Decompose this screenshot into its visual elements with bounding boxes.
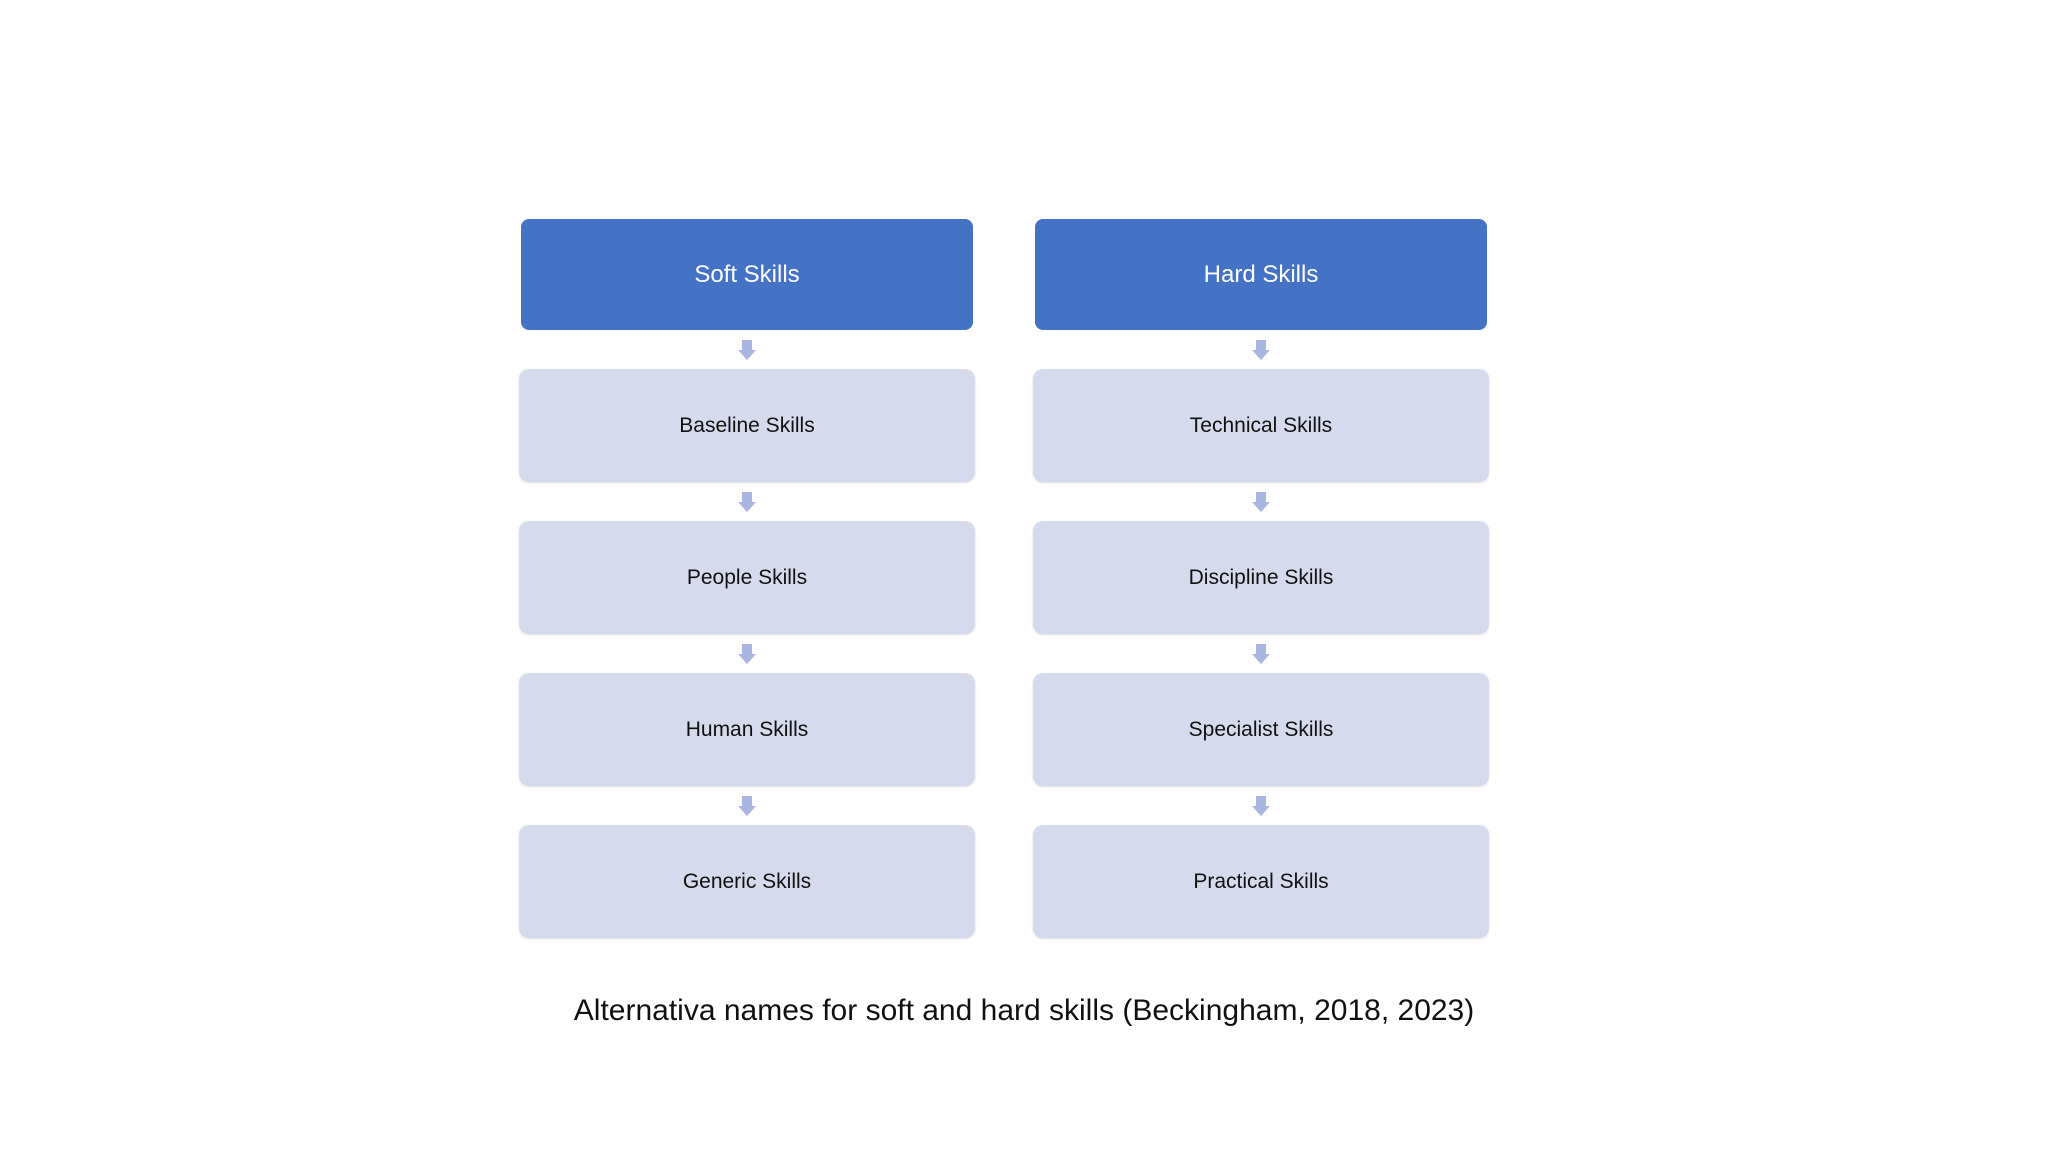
down-arrow-icon xyxy=(738,492,756,512)
soft-skills-item-2 xyxy=(519,521,975,634)
soft-skills-header xyxy=(521,219,973,330)
down-arrow-icon xyxy=(738,796,756,816)
hard-skills-item-label: Discipline Skills xyxy=(1188,565,1334,589)
soft-skills-item-label: Baseline Skills xyxy=(679,413,815,437)
figure-caption: Alternativa names for soft and hard skills (Beckingham, 2018, 2023) xyxy=(573,994,1475,1027)
hard-skills-item-2 xyxy=(1033,521,1489,634)
soft-skills-header-label: Soft Skills xyxy=(694,260,800,288)
down-arrow-icon xyxy=(1252,492,1270,512)
down-arrow-icon xyxy=(1252,340,1270,360)
hard-skills-header xyxy=(1035,219,1487,330)
hard-skills-item-label: Specialist Skills xyxy=(1188,717,1334,741)
soft-skills-item-3 xyxy=(519,673,975,786)
soft-skills-item-label: People Skills xyxy=(686,565,808,589)
down-arrow-icon xyxy=(1252,644,1270,664)
soft-skills-item-label: Human Skills xyxy=(685,717,809,741)
soft-skills-item-1 xyxy=(519,369,975,482)
down-arrow-icon xyxy=(738,644,756,664)
soft-skills-item-label: Generic Skills xyxy=(682,869,812,893)
hard-skills-header-label: Hard Skills xyxy=(1203,260,1319,288)
down-arrow-icon xyxy=(1252,796,1270,816)
hard-skills-item-label: Practical Skills xyxy=(1193,869,1329,893)
down-arrow-icon xyxy=(738,340,756,360)
soft-skills-item-4 xyxy=(519,825,975,938)
hard-skills-item-1 xyxy=(1033,369,1489,482)
hard-skills-item-4 xyxy=(1033,825,1489,938)
hard-skills-item-label: Technical Skills xyxy=(1189,413,1333,437)
hard-skills-item-3 xyxy=(1033,673,1489,786)
